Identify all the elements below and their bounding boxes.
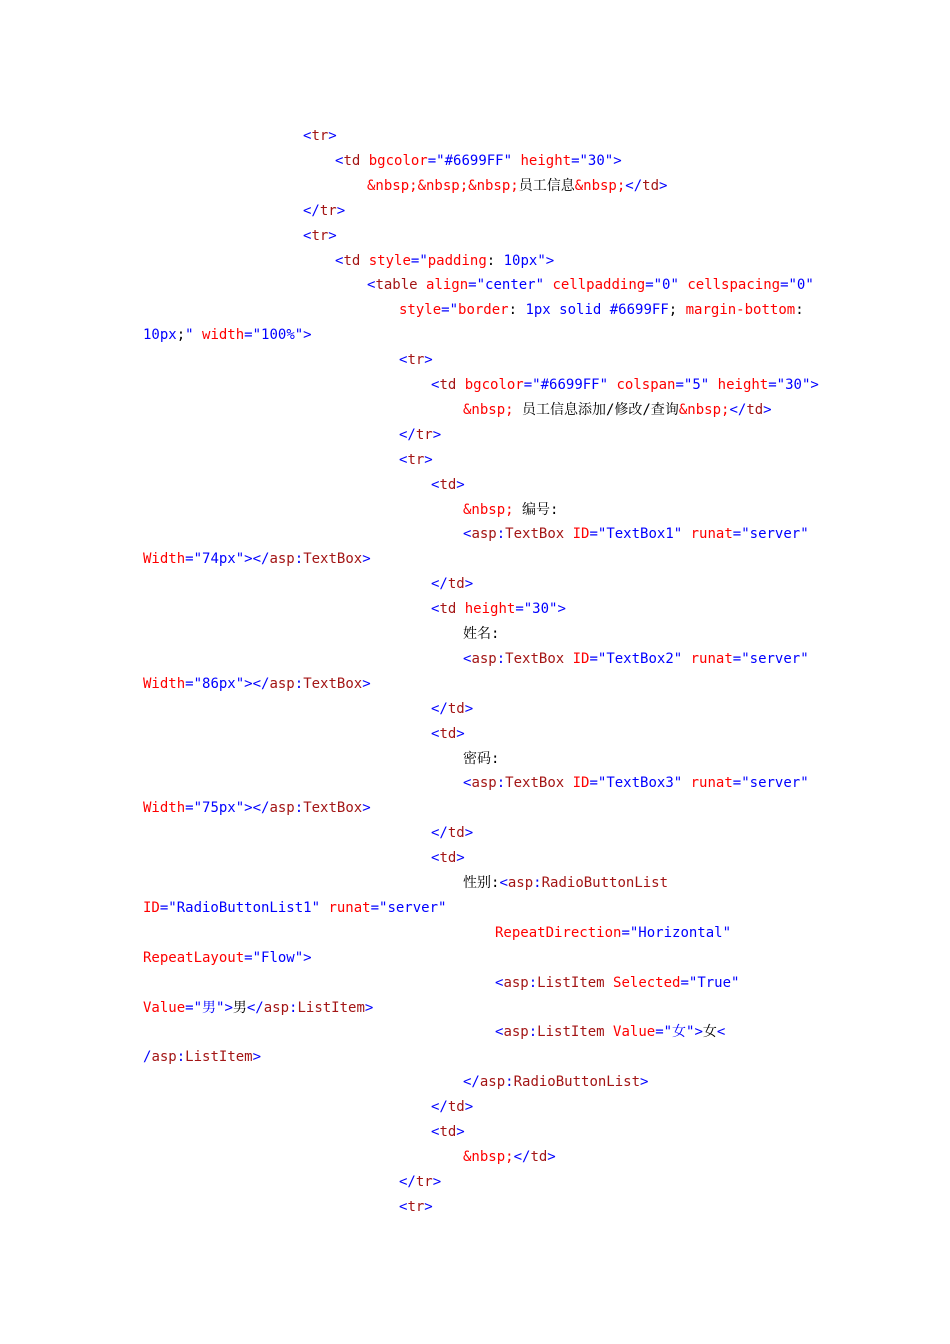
- code-token: <: [431, 726, 440, 742]
- code-token: >: [464, 576, 474, 592]
- code-token: ID: [572, 775, 590, 791]
- code-token: ": [800, 526, 809, 542]
- code-token: asp: [263, 1000, 290, 1016]
- code-token: :: [496, 526, 506, 542]
- code-token: ": [599, 377, 617, 393]
- code-token: =": [515, 601, 533, 617]
- code-token: =": [589, 775, 607, 791]
- code-token: RadioButtonList: [541, 875, 669, 891]
- code-token: &nbsp;&nbsp;&nbsp;: [367, 178, 519, 194]
- code-token: <: [431, 377, 440, 393]
- code-line: [399, 298, 804, 323]
- code-token: TextBox: [505, 775, 573, 791]
- code-token: <: [399, 352, 408, 368]
- code-token: <: [716, 1024, 726, 1040]
- code-token: bgcolor: [368, 153, 428, 169]
- code-token: TextBox: [505, 651, 573, 667]
- code-token: ">: [604, 153, 622, 169]
- code-token: height: [464, 601, 516, 617]
- code-line: [399, 423, 441, 448]
- code-token: >: [424, 352, 433, 368]
- code-token: 30: [785, 377, 802, 393]
- code-token: height: [520, 153, 572, 169]
- code-token: align: [426, 277, 469, 293]
- code-token: tr: [407, 1199, 425, 1215]
- code-line: [431, 1095, 473, 1120]
- code-line: [143, 946, 312, 971]
- code-token: margin-bottom: [685, 302, 796, 318]
- code-token: RadioButtonList1: [176, 900, 312, 916]
- code-token: ": [185, 327, 203, 343]
- code-token: runat: [690, 775, 733, 791]
- code-token: TextBox: [303, 800, 363, 816]
- code-token: ID: [572, 651, 590, 667]
- code-token: </: [625, 178, 643, 194]
- code-token: ": [800, 651, 809, 667]
- code-token: :: [795, 302, 804, 318]
- code-token: asp: [471, 526, 497, 542]
- code-token: &nbsp;: [463, 402, 514, 418]
- code-token: <: [499, 875, 508, 891]
- code-line: [463, 647, 809, 672]
- code-line: [495, 1020, 725, 1045]
- code-line: [399, 348, 433, 373]
- code-token: height: [717, 377, 769, 393]
- code-token: runat: [690, 651, 733, 667]
- code-token: >: [362, 676, 371, 692]
- code-line: [463, 498, 558, 523]
- code-line: [463, 1145, 556, 1170]
- code-token: True: [697, 975, 732, 991]
- code-token: =": [185, 800, 203, 816]
- code-token: =": [589, 526, 607, 542]
- code-token: ": [503, 153, 521, 169]
- code-token: 5: [692, 377, 701, 393]
- code-token: padding: [427, 253, 487, 269]
- code-line: [399, 1170, 441, 1195]
- code-line: [335, 149, 622, 174]
- code-token: ": [805, 277, 814, 293]
- code-token: =": [370, 900, 388, 916]
- code-token: :: [486, 253, 504, 269]
- code-token: =": [244, 950, 262, 966]
- code-token: <: [335, 153, 344, 169]
- code-token: td: [447, 825, 465, 841]
- code-token: =": [768, 377, 786, 393]
- code-token: </: [513, 1149, 531, 1165]
- code-line: [143, 796, 371, 821]
- code-token: td: [439, 1124, 457, 1140]
- code-token: 密码:: [463, 751, 500, 767]
- code-token: "></: [235, 800, 270, 816]
- code-line: [463, 747, 499, 772]
- code-token: tr: [407, 352, 425, 368]
- code-token: asp: [503, 1024, 529, 1040]
- code-token: <: [367, 277, 376, 293]
- code-token: td: [439, 377, 465, 393]
- code-token: :: [528, 1024, 538, 1040]
- code-token: >: [640, 1074, 649, 1090]
- code-line: [463, 522, 809, 547]
- code-token: asp: [471, 651, 497, 667]
- code-token: >: [456, 477, 465, 493]
- code-token: =": [589, 651, 607, 667]
- code-token: </: [729, 402, 747, 418]
- code-token: "></: [235, 551, 270, 567]
- code-token: =": [621, 925, 639, 941]
- code-line: [431, 846, 465, 871]
- code-token: RepeatLayout: [143, 950, 245, 966]
- code-token: :: [528, 975, 538, 991]
- code-line: [431, 1120, 465, 1145]
- code-token: ">: [549, 601, 566, 617]
- code-token: cellpadding: [552, 277, 646, 293]
- code-token: Value: [143, 1000, 186, 1016]
- code-token: server: [387, 900, 439, 916]
- code-token: >: [364, 1000, 374, 1016]
- code-token: ">: [686, 1024, 703, 1040]
- code-line: [303, 199, 345, 224]
- code-token: =": [655, 1024, 673, 1040]
- code-token: >: [456, 726, 465, 742]
- code-token: #6699FF: [444, 153, 504, 169]
- code-token: <: [431, 601, 440, 617]
- code-token: </: [399, 427, 416, 443]
- code-token: ">: [801, 377, 819, 393]
- code-token: </: [431, 825, 448, 841]
- code-token: tr: [415, 1174, 433, 1190]
- code-token: ;: [668, 302, 686, 318]
- code-token: >: [763, 402, 772, 418]
- code-token: <: [463, 775, 472, 791]
- code-token: colspan: [616, 377, 676, 393]
- code-token: asp: [507, 875, 534, 891]
- code-token: &nbsp;: [574, 178, 626, 194]
- code-token: Flow: [261, 950, 295, 966]
- code-token: 性别:: [463, 875, 500, 891]
- code-token: >: [328, 228, 337, 244]
- code-token: >: [432, 1174, 442, 1190]
- code-token: >: [424, 1199, 433, 1215]
- code-token: tr: [311, 128, 329, 144]
- code-line: [431, 821, 473, 846]
- code-token: =": [441, 302, 459, 318]
- code-line: [303, 124, 337, 149]
- code-line: [143, 1045, 261, 1070]
- code-token: 员工信息添加/修改/查询: [513, 402, 679, 418]
- code-line: [463, 398, 772, 423]
- code-token: =": [427, 153, 445, 169]
- code-token: 男: [232, 1000, 247, 1016]
- code-token: :: [505, 1074, 514, 1090]
- code-token: >: [336, 203, 346, 219]
- code-token: <: [431, 1124, 440, 1140]
- code-token: =": [732, 651, 750, 667]
- code-token: ": [731, 975, 740, 991]
- code-token: TextBox2: [606, 651, 674, 667]
- code-token: 员工信息: [518, 178, 575, 194]
- code-token: TextBox3: [606, 775, 674, 791]
- code-token: >: [362, 800, 371, 816]
- code-line: [495, 971, 739, 996]
- code-token: ">: [216, 1000, 233, 1016]
- code-token: >: [362, 551, 371, 567]
- code-token: asp: [479, 1074, 506, 1090]
- code-token: &nbsp;: [463, 1149, 514, 1165]
- code-token: =": [680, 975, 698, 991]
- code-token: td: [439, 477, 457, 493]
- code-token: width: [202, 327, 245, 343]
- code-token: /: [143, 1049, 152, 1065]
- code-token: asp: [269, 676, 295, 692]
- code-token: ListItem: [297, 1000, 365, 1016]
- code-token: table: [375, 277, 427, 293]
- code-token: ListItem: [185, 1049, 253, 1065]
- code-token: =": [675, 377, 693, 393]
- code-token: runat: [328, 900, 371, 916]
- code-token: <: [495, 1024, 504, 1040]
- code-token: =": [185, 551, 203, 567]
- code-token: =": [571, 153, 588, 169]
- code-token: :: [533, 875, 542, 891]
- code-token: Width: [143, 800, 186, 816]
- code-line: [143, 996, 373, 1021]
- code-token: ": [438, 900, 447, 916]
- code-token: 10px: [503, 253, 538, 269]
- code-token: server: [749, 775, 801, 791]
- code-token: :: [294, 800, 304, 816]
- code-token: ": [800, 775, 809, 791]
- code-line: [431, 572, 473, 597]
- code-token: >: [328, 128, 337, 144]
- code-token: "></: [235, 676, 270, 692]
- code-token: tr: [311, 228, 329, 244]
- code-token: =": [410, 253, 428, 269]
- code-token: </: [431, 576, 448, 592]
- code-line: [431, 473, 465, 498]
- code-line: [463, 771, 809, 796]
- code-line: [463, 622, 499, 647]
- code-token: =": [523, 377, 541, 393]
- code-token: </: [463, 1074, 480, 1090]
- code-line: [463, 1070, 648, 1095]
- code-token: :: [289, 1000, 298, 1016]
- code-token: td: [343, 253, 369, 269]
- code-token: 女: [672, 1024, 687, 1040]
- code-token: 74px: [202, 551, 236, 567]
- code-token: runat: [690, 526, 733, 542]
- code-token: td: [447, 1099, 465, 1115]
- code-token: =": [159, 900, 177, 916]
- code-line: [431, 373, 819, 398]
- code-token: ;: [176, 327, 186, 343]
- code-token: :: [508, 302, 526, 318]
- code-token: >: [424, 452, 433, 468]
- code-token: ": [311, 900, 329, 916]
- code-token: td: [439, 850, 457, 866]
- code-token: 100%: [261, 327, 295, 343]
- code-token: 75px: [202, 800, 236, 816]
- code-token: <: [431, 850, 440, 866]
- code-token: 0: [662, 277, 671, 293]
- code-token: RepeatDirection: [495, 925, 622, 941]
- code-token: Width: [143, 676, 186, 692]
- code-token: asp: [471, 775, 497, 791]
- code-token: </: [399, 1174, 416, 1190]
- code-token: &nbsp;: [678, 402, 730, 418]
- code-token: td: [447, 576, 465, 592]
- code-token: Width: [143, 551, 186, 567]
- code-line: [143, 896, 446, 921]
- code-token: ": [535, 277, 553, 293]
- code-token: TextBox: [303, 676, 363, 692]
- code-token: ": [673, 775, 691, 791]
- code-token: <: [303, 128, 312, 144]
- code-token: <: [303, 228, 312, 244]
- code-token: td: [642, 178, 660, 194]
- code-line: [399, 448, 433, 473]
- code-token: ": [673, 526, 691, 542]
- code-token: >: [464, 1099, 474, 1115]
- code-token: tr: [319, 203, 337, 219]
- code-token: :: [294, 551, 304, 567]
- code-token: >: [456, 850, 465, 866]
- code-token: ListItem: [537, 1024, 614, 1040]
- code-token: ID: [143, 900, 160, 916]
- code-token: <: [463, 526, 472, 542]
- code-token: 男: [202, 1000, 217, 1016]
- code-token: >: [464, 701, 474, 717]
- code-line: [399, 1195, 433, 1220]
- code-line: [495, 921, 731, 946]
- code-token: 10px: [143, 327, 177, 343]
- code-token: ": [700, 377, 718, 393]
- code-token: Selected: [613, 975, 681, 991]
- code-line: [303, 224, 337, 249]
- code-token: asp: [269, 551, 295, 567]
- code-token: 30: [532, 601, 550, 617]
- code-token: &nbsp;: [463, 502, 514, 518]
- code-token: >: [456, 1124, 465, 1140]
- code-token: =": [732, 775, 750, 791]
- code-line: [143, 323, 312, 348]
- code-line: [143, 547, 371, 572]
- code-token: <: [463, 651, 472, 667]
- code-token: <: [495, 975, 504, 991]
- code-token: =": [244, 327, 262, 343]
- code-token: td: [439, 726, 457, 742]
- code-token: Horizontal: [638, 925, 723, 941]
- code-token: :: [176, 1049, 186, 1065]
- code-token: ">: [537, 253, 555, 269]
- code-token: bgcolor: [464, 377, 524, 393]
- code-token: TextBox: [303, 551, 363, 567]
- code-token: ">: [294, 327, 312, 343]
- code-token: =": [185, 1000, 203, 1016]
- code-token: RadioButtonList: [513, 1074, 641, 1090]
- code-line: [367, 273, 814, 298]
- code-token: <: [335, 253, 344, 269]
- code-token: =": [732, 526, 750, 542]
- code-token: <: [431, 477, 440, 493]
- code-token: 女: [702, 1024, 717, 1040]
- code-token: #6699FF: [540, 377, 600, 393]
- code-token: style: [368, 253, 411, 269]
- code-token: 1px solid #6699FF: [525, 302, 669, 318]
- code-token: ListItem: [537, 975, 614, 991]
- code-token: td: [530, 1149, 548, 1165]
- code-token: 编号:: [513, 502, 559, 518]
- code-token: =": [645, 277, 663, 293]
- code-token: :: [294, 676, 304, 692]
- code-token: <: [399, 1199, 408, 1215]
- code-token: >: [547, 1149, 556, 1165]
- code-line: [143, 672, 371, 697]
- code-token: border: [458, 302, 509, 318]
- code-token: >: [432, 427, 442, 443]
- code-token: td: [439, 601, 465, 617]
- code-token: <: [399, 452, 408, 468]
- code-line: [431, 697, 473, 722]
- code-token: 0: [796, 277, 806, 293]
- code-token: style: [399, 302, 442, 318]
- code-token: td: [746, 402, 764, 418]
- code-line: [431, 722, 465, 747]
- code-token: :: [496, 775, 506, 791]
- code-token: TextBox1: [606, 526, 674, 542]
- code-line: [463, 871, 668, 896]
- code-token: td: [447, 701, 465, 717]
- code-token: Value: [613, 1024, 656, 1040]
- code-token: tr: [415, 427, 433, 443]
- code-token: :: [496, 651, 506, 667]
- code-token: ": [722, 925, 732, 941]
- code-token: cellspacing: [687, 277, 781, 293]
- code-token: server: [749, 651, 801, 667]
- code-line: [431, 597, 566, 622]
- code-token: 86px: [202, 676, 236, 692]
- code-token: </: [431, 1099, 448, 1115]
- code-token: server: [749, 526, 801, 542]
- code-token: =": [185, 676, 203, 692]
- code-token: </: [303, 203, 320, 219]
- code-token: TextBox: [505, 526, 573, 542]
- code-token: </: [246, 1000, 264, 1016]
- code-token: ">: [294, 950, 312, 966]
- code-line: [335, 249, 554, 274]
- code-line: [367, 174, 667, 199]
- code-token: >: [252, 1049, 262, 1065]
- code-token: ID: [572, 526, 590, 542]
- code-token: >: [464, 825, 474, 841]
- code-token: ": [670, 277, 688, 293]
- code-token: tr: [407, 452, 425, 468]
- code-token: >: [659, 178, 668, 194]
- code-token: asp: [503, 975, 529, 991]
- code-token: 姓名:: [463, 626, 500, 642]
- code-token: 30: [587, 153, 605, 169]
- code-token: ": [673, 651, 691, 667]
- code-token: =": [780, 277, 797, 293]
- code-token: </: [431, 701, 448, 717]
- code-token: asp: [151, 1049, 177, 1065]
- code-token: =": [468, 277, 486, 293]
- code-token: td: [343, 153, 369, 169]
- code-token: center: [485, 277, 536, 293]
- code-token: asp: [269, 800, 295, 816]
